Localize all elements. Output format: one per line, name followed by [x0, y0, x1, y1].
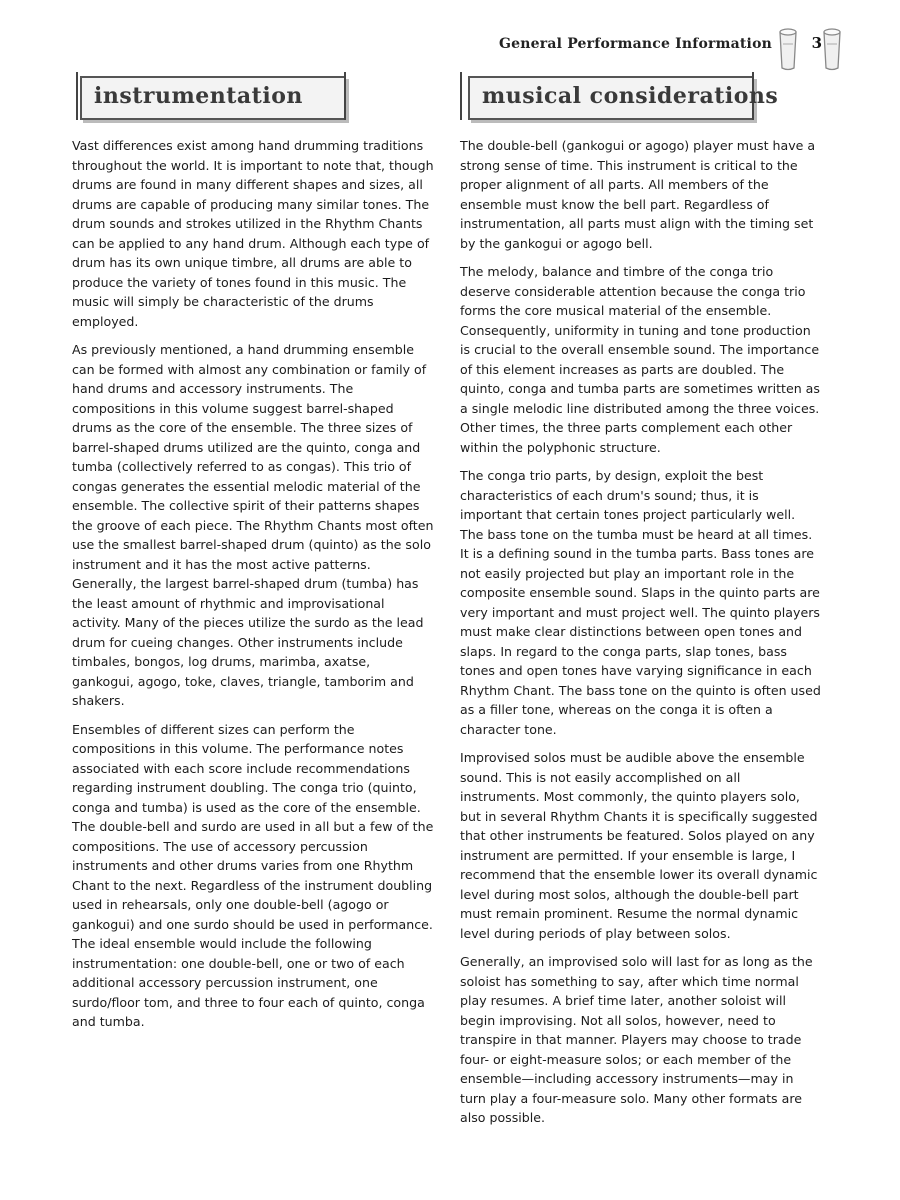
paragraph: The conga trio parts, by design, exploit the best characteristics of each drum's sound; thus, it is important that certain tones project particularly well. The bass tone on the tumba must be heard at all times. It is a defining sound in the tumba parts. Bass tones are not easily projected but play an important role in the composite ensemble sound. Slaps in the quinto parts are very important and must project well. The quinto players must make clear distinctions between open tones and slaps. In regard to the conga parts, slap tones, bass tones and open tones have varying significance in each Rhythm Chant. The bass tone on the quinto is often used as a filler tone, whereas on the conga it is often a character tone. — [460, 468, 821, 737]
right-column — [460, 72, 822, 1137]
paragraph: Ensembles of different sizes can perform the compositions in this volume. The performance notes associated with each score include recommendations regarding instrument doubling. The conga trio (quinto, conga and tumba) is used as the core of the ensemble. The double-bell and surdo are used in all but a few of the compositions. The use of accessory percussion instruments and other drums varies from one Rhythm Chant to the next. Regardless of the instrument doubling used in rehearsals, only one double-bell (agogo or gankogui) and one surdo should be used in performance. The ideal ensemble would include the following instrumentation: one double-bell, one or two of each additional accessory percussion instrument, one surdo/floor tom, and three to four each of quinto, conga and tumba. — [72, 721, 434, 1029]
paragraph: As previously mentioned, a hand drumming ensemble can be formed with almost any combination or family of hand drums and accessory instruments. The compositions in this volume suggest barrel-shaped drums as the core of the ensemble. The three sizes of barrel-shaped drums utilized are the quinto, conga and tumba (collectively referred to as congas). This trio of congas generates the essential melodic material of the ensemble. The collective spirit of their patterns shapes the groove of each piece. The Rhythm Chants most often use the smallest barrel-shaped drum (quinto) as the solo instrument and it has the most active patterns. Generally, the largest barrel-shaped drum (tumba) has the least amount of rhythmic and improvisational activity. Many of the pieces utilize the surdo as the lead drum for cueing changes. Other instruments include timbales, bongos, log drums, marimba, axatse, gankogui, agogo, toke, claves, triangle, tamborim and shakers. — [72, 342, 434, 708]
heading-instrumentation-text: instrumentation — [94, 83, 303, 109]
section-heading-instrumentation — [72, 72, 434, 120]
paragraph: The melody, balance and timbre of the conga trio deserve considerable attention because the conga trio forms the core musical material of the ensemble. Consequently, uniformity in tuning and tone production is crucial to the overall ensemble sound. The importance of this element increases as parts are doubled. The quinto, conga and tumba parts are sometimes written as a single melodic line distributed among the three voices. Other times, the three parts complement each other within the polyphonic structure. — [460, 264, 820, 455]
paragraph: Generally, an improvised solo will last for as long as the soloist has something to say, after which time normal play resumes. A brief time later, another soloist will begin improvising. Not all solos, however, need to transpire in that manner. Players may choose to trade four- or eight-measure solos; or each member of the ensemble—including accessory instruments—may in turn play a four-measure solo. Many other formats are also possible. — [460, 954, 813, 1125]
page-number: 3 — [811, 34, 822, 52]
left-column — [72, 72, 434, 1041]
running-title: General Performance Information — [499, 36, 772, 52]
paragraph: Vast differences exist among hand drumming traditions throughout the world. It is important to note that, though drums are found in many different shapes and sizes, all drums are capable of producing many similar tones. The drum sounds and strokes utilized in the Rhythm Chants can be applied to any hand drum. Although each type of drum has its own unique timbre, all drums are able to produce the variety of tones found in this music. The music will simply be characteristic of the drums employed. — [72, 138, 434, 329]
conga-drums-icon — [774, 24, 846, 74]
paragraph: The double-bell (gankogui or agogo) player must have a strong sense of time. This instrument is critical to the proper alignment of all parts. All members of the ensemble must know the bell part. Regardless of instrumentation, all parts must align with the timing set by the gankogui or agogo bell. — [460, 138, 816, 251]
paragraph: Improvised solos must be audible above the ensemble sound. This is not easily accomplished on all instruments. Most commonly, the quinto players solo, but in several Rhythm Chants it is specifically suggested that other instruments be featured. Solos played on any instrument are permitted. If your ensemble is large, I recommend that the ensemble lower its overall dynamic level during most solos, although the double-bell part must remain prominent. Resume the normal dynamic level during periods of play between solos. — [460, 750, 818, 941]
section-heading-musical-considerations — [460, 72, 822, 120]
heading-musical-considerations-text: musical considerations — [482, 83, 779, 109]
